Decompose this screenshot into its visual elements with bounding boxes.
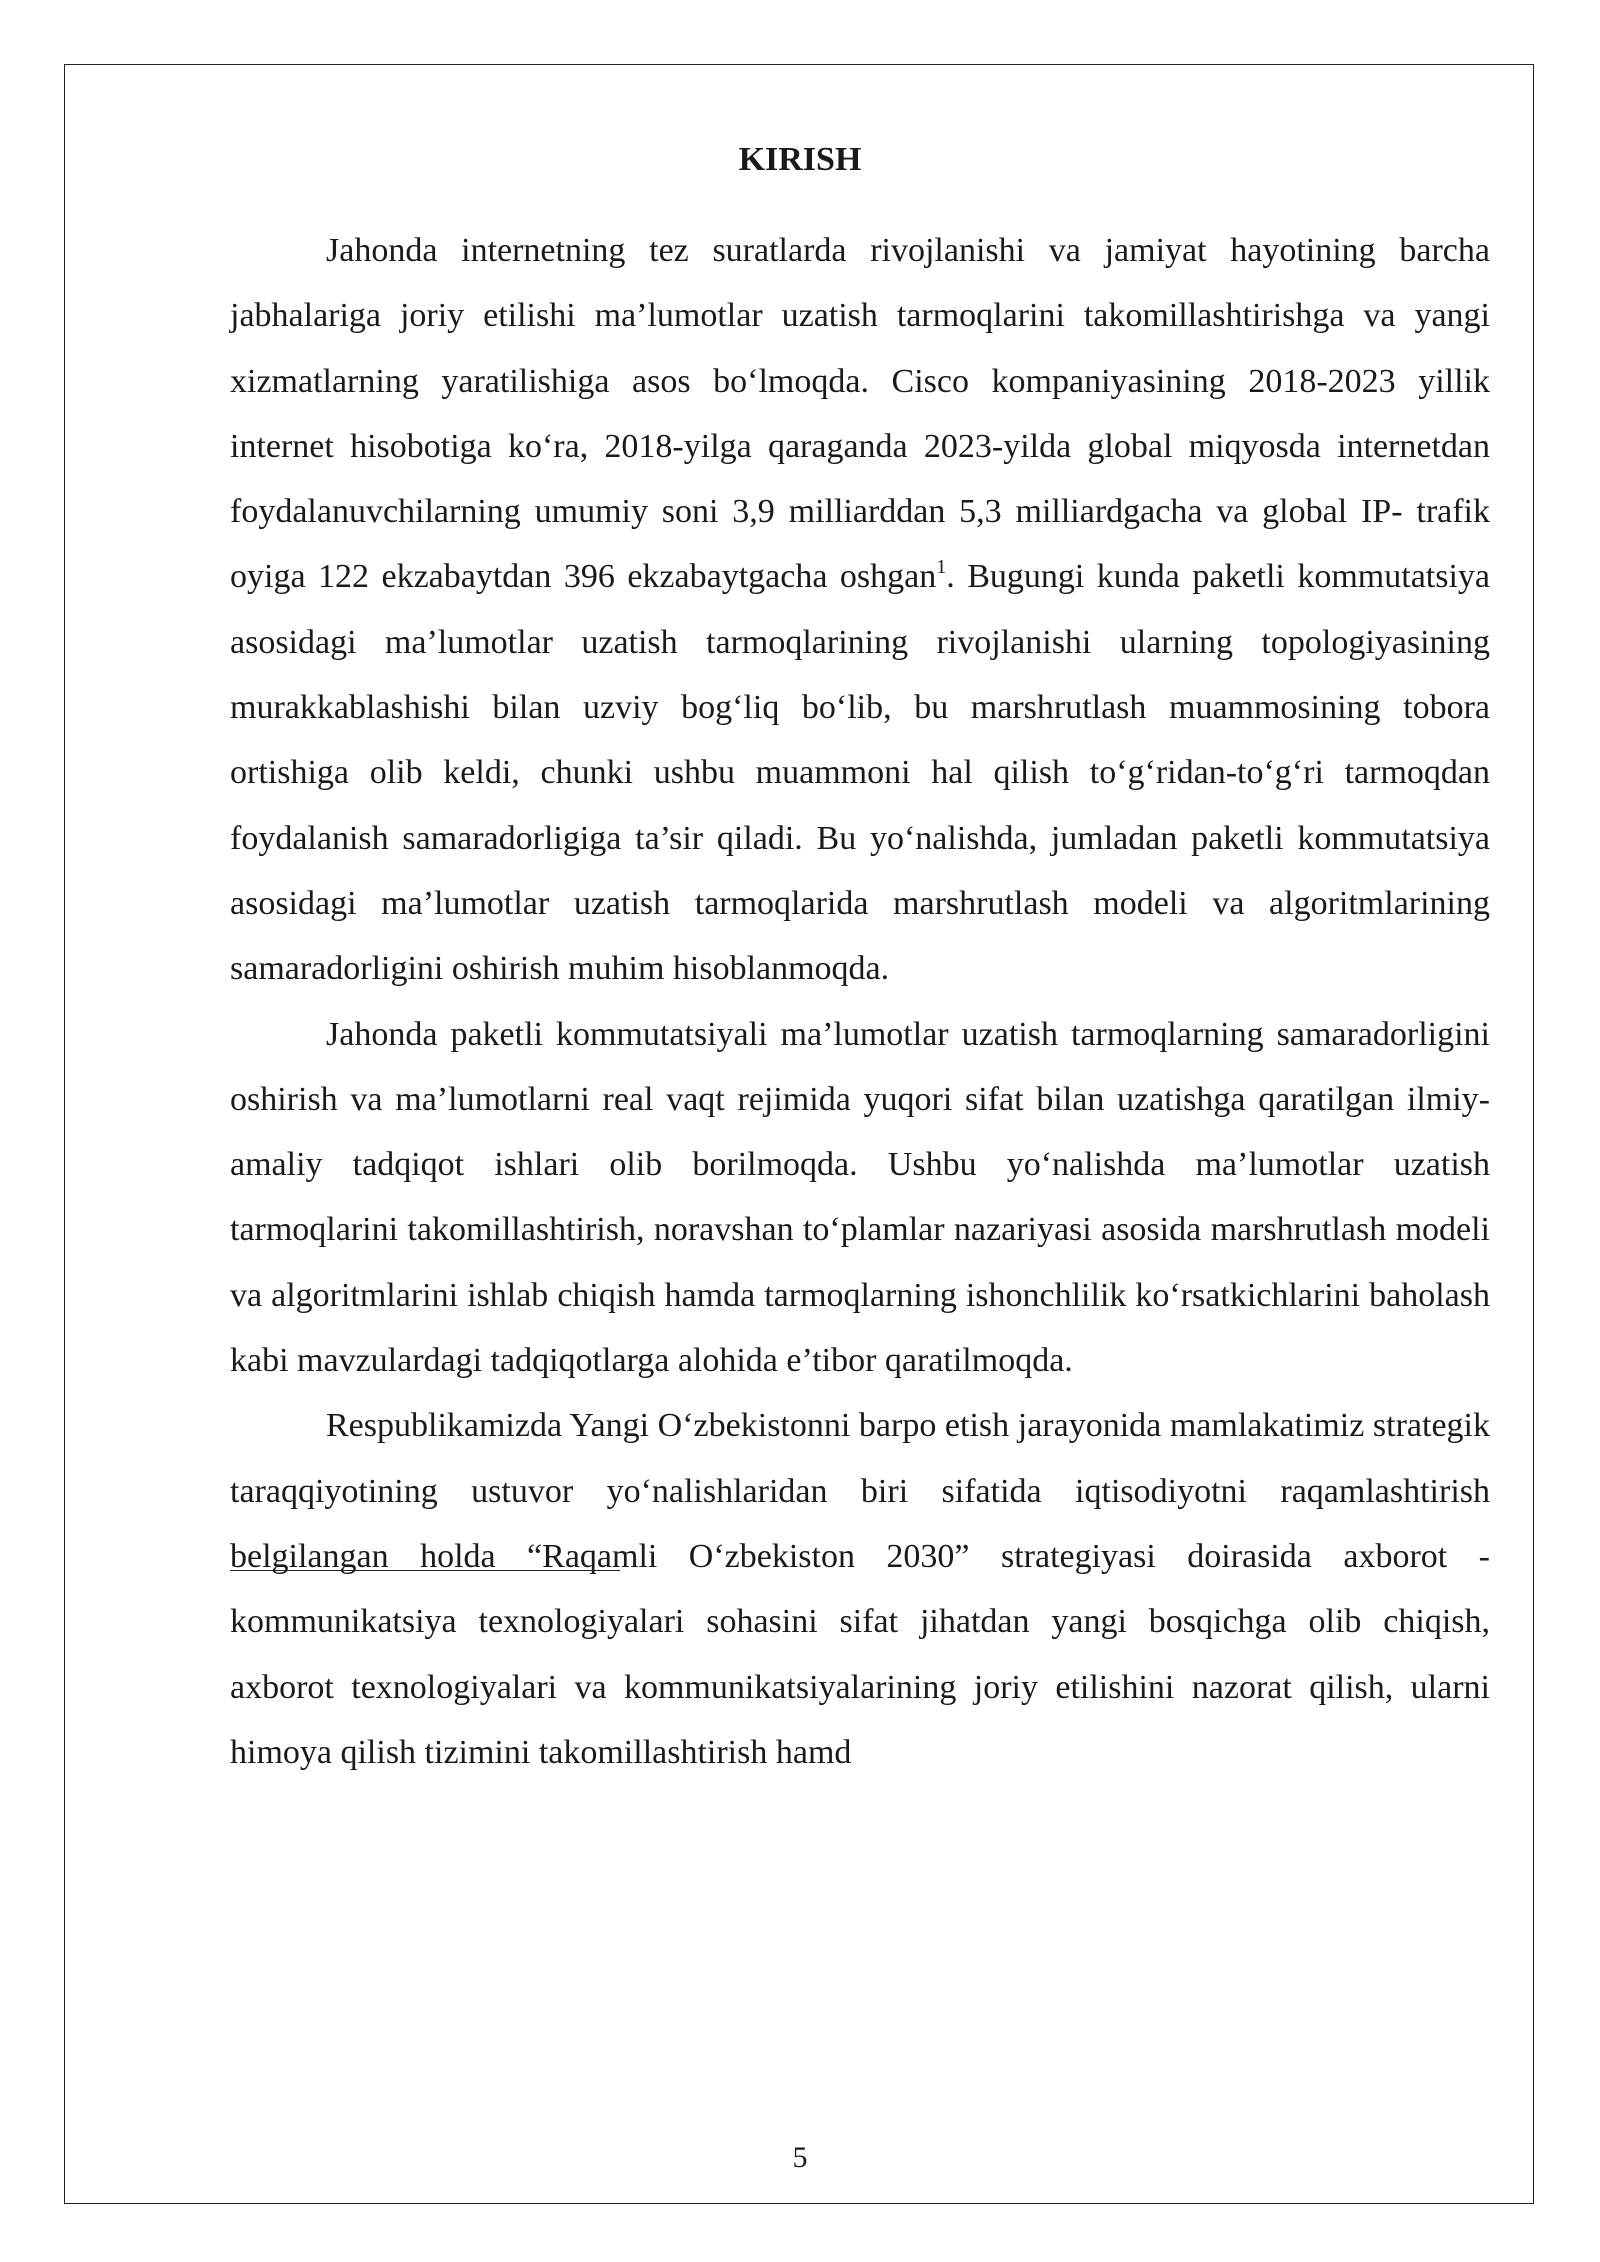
paragraph-1 xyxy=(230,218,1490,1002)
paragraph-1-text: Jahonda internetning tez suratlarda rivojlanishi va jamiyat hayotining barcha jabhalariga joriy etilishi ma’lumotlar uzatish tarmoqlarini takomillashtirishga va yangi xizmatlarning yaratilishiga asos bo‘lmoqda. Cisco kompaniyasining 2018-2023 yillik internet hisobotiga ko‘ra, 2018-yilga qaraganda 2023-yilda global miqyosda internetdan foydalanuvchilarning umumiy soni 3,9 milliarddan 5,3 milliardgacha va global IP- trafik oyiga 122 ekzabaytdan 396 ekzabaytgacha oshgan xyxy=(230,232,1490,596)
footnote-separator xyxy=(230,1570,620,1571)
paragraph-1-text-continued: . Bugungi kunda paketli kommutatsiya asosidagi ma’lumotlar uzatish tarmoqlarining rivojlanishi ularning topologiyasining murakkablashishi bilan uzviy bog‘liq bo‘lib, bu marshrutlash muammosining tobora ortishiga olib keldi, chunki ushbu muammoni hal qilish to‘g‘ridan-to‘g‘ri tarmoqdan foydalanish samaradorligiga ta’sir qiladi. Bu yo‘nalishda, jumladan paketli kommutatsiya asosidagi ma’lumotlar uzatish tarmoqlarida marshrutlash modeli va algoritmlarining samaradorligini oshirish muhim hisoblanmoqda. xyxy=(230,558,1490,988)
paragraph-3: Respublikamizda Yangi O‘zbekistonni barpo etish jarayonida mamlakatimiz strategik taraqqiyotining ustuvor yo‘nalishlaridan biri sifatida iqtisodiyotni raqamlashtirish belgilangan holda “Raqamli O‘zbekiston 2030” strategiyasi doirasida axborot - kommunikatsiya texnologiyalari sohasini sifat jihatdan yangi bosqichga olib chiqish, axborot texnologiyalari va kommunikatsiyalarining joriy etilishini nazorat qilish, ularni himoya qilish tizimini takomillashtirish hamd xyxy=(230,1407,1490,1771)
page-number: 5 xyxy=(792,2141,808,2174)
footnote-reference[interactable]: 1 xyxy=(936,556,947,579)
paragraph-2: Jahonda paketli kommutatsiyali ma’lumotlar uzatish tarmoqlarning samaradorligini oshirish va ma’lumotlarni real vaqt rejimida yuqori sifat bilan uzatishga qaratilgan ilmiy-amaliy tadqiqot ishlari olib borilmoqda. Ushbu yo‘nalishda ma’lumotlar uzatish tarmoqlarini takomillashtirish, noravshan to‘plamlar nazariyasi asosida marshrutlash modeli va algoritmlarini ishlab chiqish hamda tarmoqlarning ishonchlilik ko‘rsatkichlarini baholash kabi mavzulardagi tadqiqotlarga alohida e’tibor qaratilmoqda. xyxy=(230,1015,1490,1380)
body-text xyxy=(230,218,1490,1785)
section-title: KIRISH xyxy=(738,141,862,178)
